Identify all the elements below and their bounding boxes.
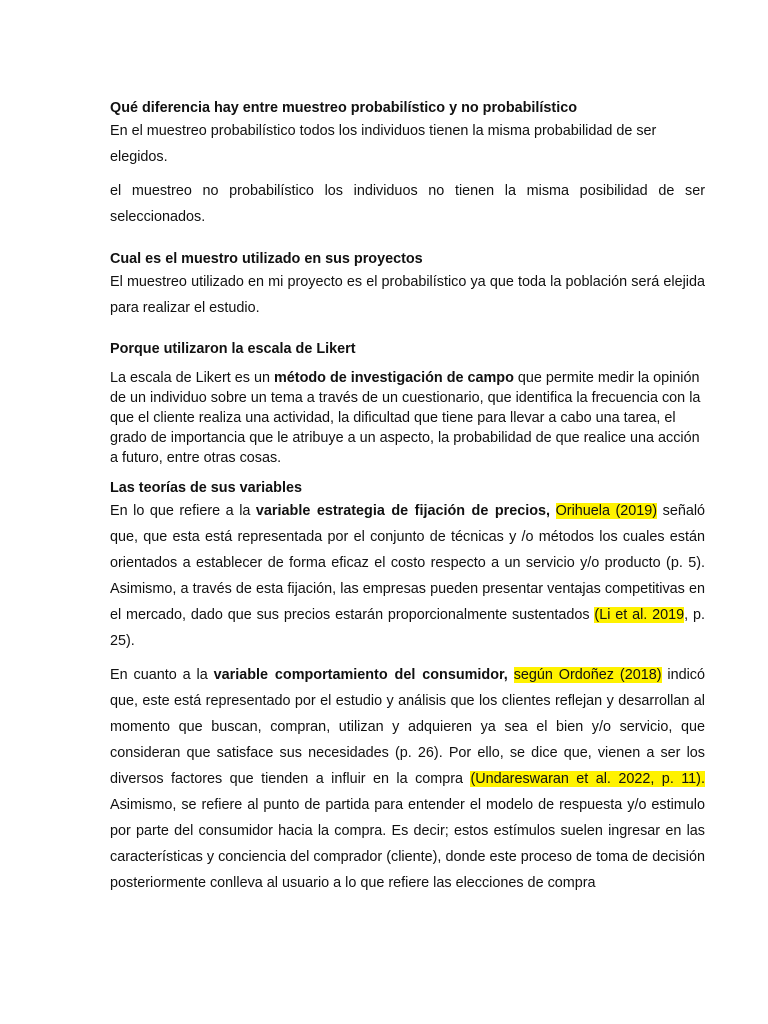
citation-li-et-al: (Li et al. 2019 xyxy=(594,607,685,623)
pricing-text-body: señaló que, que esta está representada por el conjunto de técnicas y /o métodos los cuales están orientados a establecer de forma eficaz el costo respecto a un servicio y/o producto (p. 5). Asimismo, a través de esta fijación, las empresas pueden presentar ventajas competitivas en el mercado, dado que sus precios estarán proporcionalmente sustentados xyxy=(110,503,706,623)
consumer-variable-bold: variable comportamiento del consumidor, xyxy=(213,667,508,683)
citation-ordonez: según Ordoñez (2018) xyxy=(513,667,662,683)
paragraph-non-probabilistic: el muestreo no probabilístico los individuos no tienen la misma posibilidad de ser seleccionados. xyxy=(110,183,705,225)
paragraph-consumer-behavior xyxy=(110,662,705,896)
citation-undareswaran: (Undareswaran et al. 2022, p. 11). xyxy=(470,771,705,787)
likert-bold-phrase: método de investigación de campo xyxy=(274,370,514,386)
consumer-space xyxy=(508,667,514,683)
pricing-variable-bold: variable estrategia de fijación de precios, xyxy=(255,503,551,519)
paragraph-sampling-used: El muestreo utilizado en mi proyecto es el probabilístico ya que toda la población será elejida para realizar el estudio. xyxy=(110,274,705,316)
likert-text-start: La escala de Likert es un xyxy=(110,370,274,386)
paragraph-pricing-strategy xyxy=(110,498,705,654)
pricing-space xyxy=(550,503,556,519)
document-body xyxy=(110,98,705,896)
likert-text-end: que permite medir la opinión de un individuo sobre un tema a través de un cuestionario, que identifica la frecuencia con la que el cliente realiza una actividad, la dificultad que tiene para llevar a cabo una tarea, el grado de importancia que le atribuye a un aspecto, la probabilidad de que realice una acción a futuro, entre otras cosas. xyxy=(110,370,701,466)
citation-orihuela: Orihuela (2019) xyxy=(555,503,658,519)
section-heading-sampling-difference: Qué diferencia hay entre muestreo probabilístico y no probabilístico xyxy=(110,100,578,116)
consumer-text-end: Asimismo, se refiere al punto de partida para entender el modelo de respuesta y/o estimulo por parte del consumidor hacia la compra. Es decir; estos estímulos suelen ingresar en las características y conciencia del comprador (cliente), donde este proceso de toma de decisión posteriormente conlleva al usuario a lo que refiere las elecciones de compra xyxy=(110,797,705,891)
consumer-text-start: En cuanto a la xyxy=(110,667,214,683)
consumer-text-body: indicó que, este está representado por el estudio y análisis que los clientes reflejan y desarrollan al momento que buscan, compran, utilizan y adquieren ya sea el bien y/o servicio, que consideran que satisface sus necesidades (p. 26). Por ello, se dice que, vienen a ser los diversos factores que tienden a influir en la compra xyxy=(110,667,705,787)
pricing-text-end: , p. 25). xyxy=(110,607,706,649)
paragraph-likert xyxy=(110,368,705,468)
paragraph-probabilistic: En el muestreo probabilístico todos los individuos tienen la misma probabilidad de ser elegidos. xyxy=(110,123,657,165)
section-heading-sampling-used: Cual es el muestro utilizado en sus proyectos xyxy=(110,251,423,267)
section-heading-likert: Porque utilizaron la escala de Likert xyxy=(110,341,356,357)
pricing-text-start: En lo que refiere a la xyxy=(110,503,256,519)
section-heading-variable-theories: Las teorías de sus variables xyxy=(110,480,302,496)
